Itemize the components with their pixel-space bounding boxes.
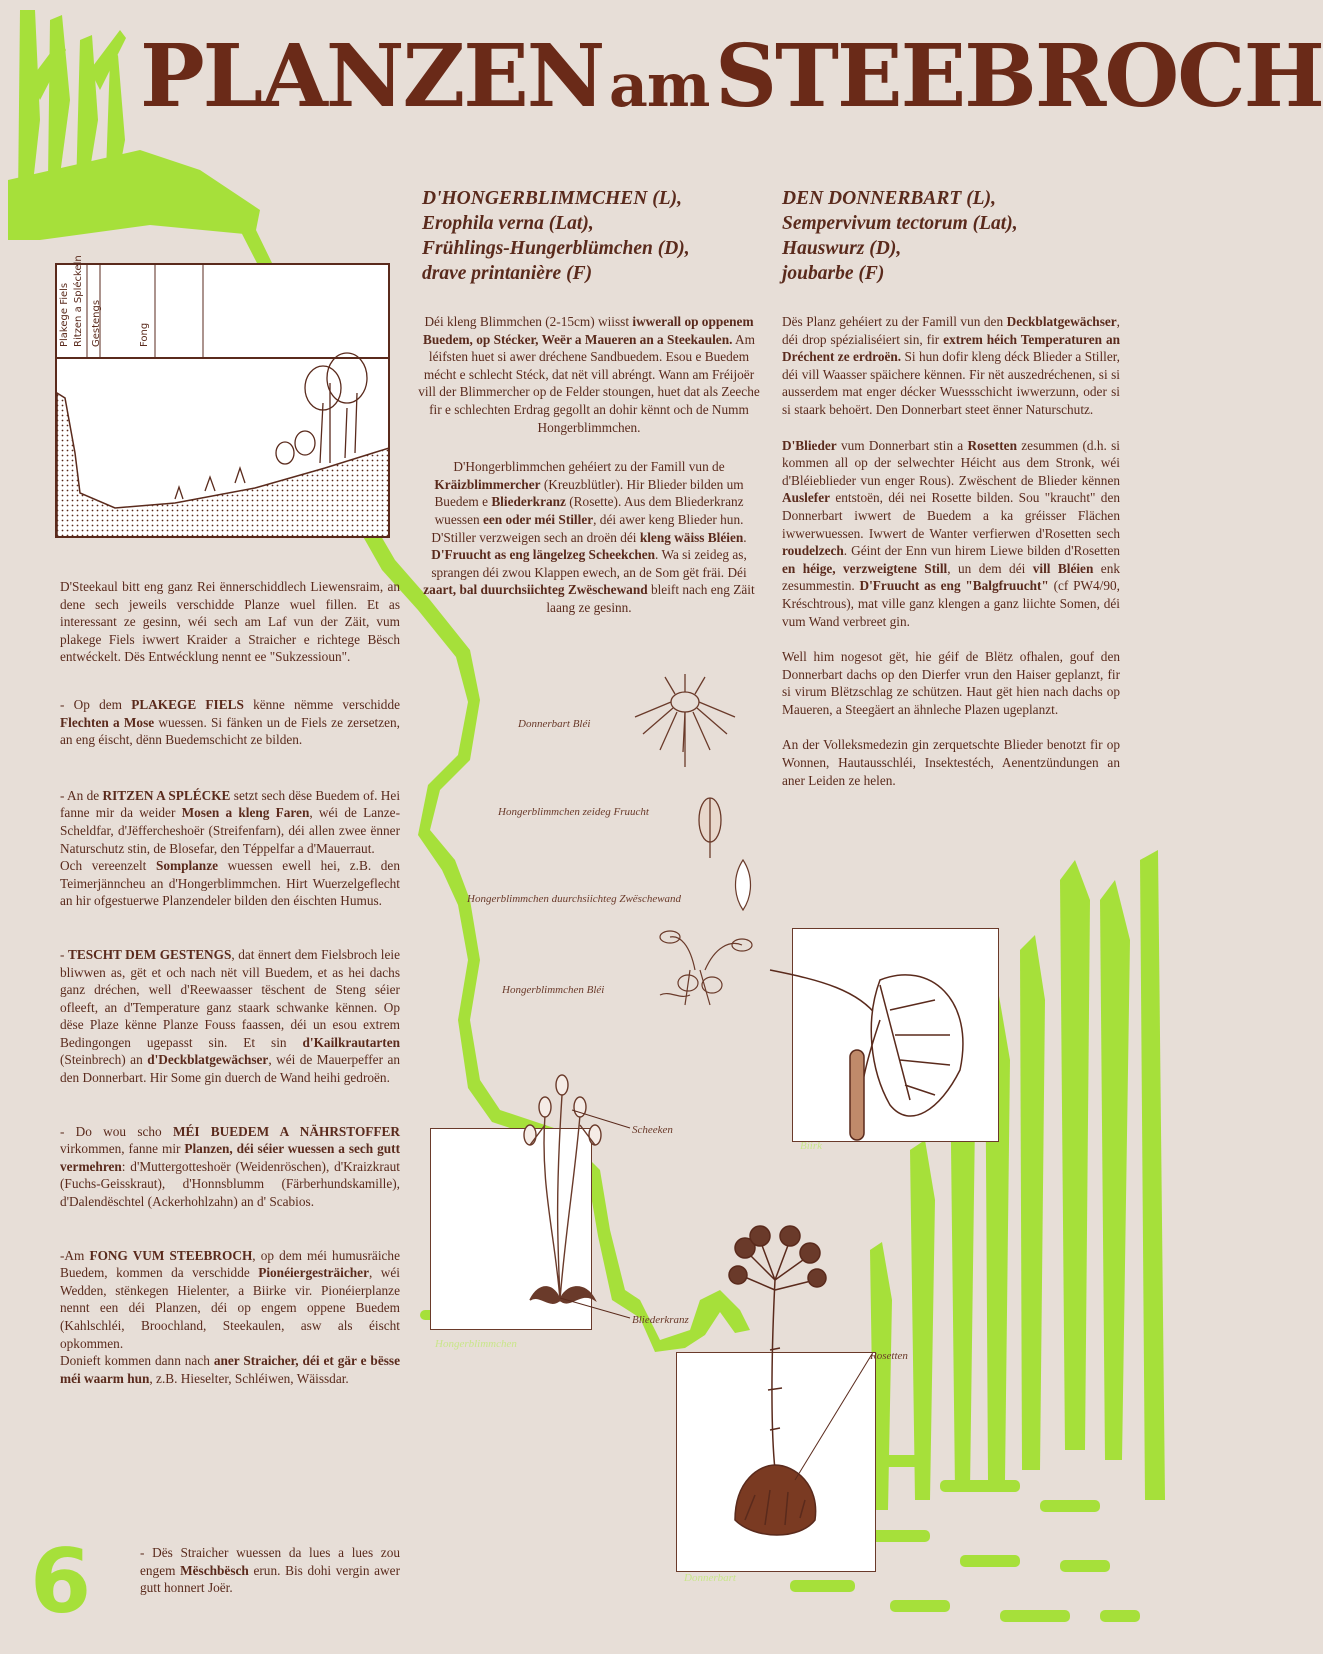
- ritzen-paragraph: - An de RITZEN A SPLÉCKE setzt sech dëse Buedem of. Hei fanne mir da weider Mosen a kleng Faren, wéi de Lanze-Scheldfar, d'Jëffercheshoër (Streifenfarn), déi allen zwee ënner Naturschutz stin, de Blosefar, den Téppelfar a d'Mauerraut.: [60, 787, 401, 856]
- hongerblimmchen-p2: D'Hongerblimmchen gehéiert zu der Famill vun de Kräizblimmercher (Kreuzblütler). Hir Blieder bilden um Buedem e Bliederkranz (Rosette). Aus dem Bliederkranz wuessen een oder méi Stiller, déi awer keng Blieder hun. D'Stiller verzweigen sech an droën déi kleng wäiss Bléien. D'Fruucht as eng längelzeg Scheekchen. Wa si zeideg as, sprangen déi zwou Klappen ewech, an de Som gët fräi. Déi zaart, bal duurchsiichteg Zwëschewand bleift nach eng Zäit laang ze gesinn.: [423, 459, 755, 615]
- plakege-fiels-paragraph: - Op dem PLAKEGE FIELS kënne nëmme verschidde Flechten a Mose wuessen. Si fänken un de Fiels ze zersetzen, an eng éischt, dënn Buedemschicht ze bilden.: [60, 696, 401, 748]
- donnerbart-p4: An der Volleksmedezin gin zerquetschte Blieder benotzt fir op Wonnen, Hautausschléi, Insektestéch, Aenentzündungen an aner Leiden ze helen.: [782, 737, 1120, 788]
- title-planzen: PLANZEN: [140, 26, 604, 127]
- intro-paragraph: D'Steekaul bitt eng ganz Rei ënnerschiddlech Liewensraim, an dene sech jeweils verschidde Planze wuel fillen. Et as interessant ze gesinn, wéi sech am Laf vun der Zäit, vum plakege Fiels iwwert Kraider a Straicher e richtege Bësch entwéckelt. Dës Entwécklung nennt ee "Sukzessioun".: [60, 579, 400, 665]
- title-steebroch: STEEBROCH: [714, 26, 1323, 127]
- caption-blei: Hongerblimmchen Bléi: [502, 984, 605, 996]
- diagram-label-gestengs: Gestengs: [91, 299, 102, 347]
- diagram-label-plakege: Plakege Fiels: [59, 282, 70, 347]
- gestengs-paragraph: - TESCHT DEM GESTENGS, dat ënnert dem Fielsbroch leie bliwwen as, gët et och nach nët vill Buedem, et as hei dachs ganz dréchen, well d'Reewaasser tëschent de Steng séier ofleeft, an d'Temperature ganz staark schwanke kënnen. Op dëse Plaze kënne Planze Fouss faassen, déi un esou extrem Bedingongen ugepasst sin. Et sin d'Kailkrautarten (Steinbrech) an d'Deckblatgewächser, wéi de Mauerpeffer an den Donnerbart. Hir Some gin duerch de Wand heihi gedroën.: [60, 946, 401, 1086]
- donnerbart-p2: D'Blieder vum Donnerbart stin a Rosetten zesummen (d.h. si kommen all op der selwechter Héicht aus dem Stronk, wéi d'Bléieblieder vun enger Rous). Zwëschent de Blieder kënnen Auslefer entstoën, déi nei Rosette bilden. Sou "kraucht" den Donnerbart iwwert de Buedem a ka gréisser Flächen iwwerwuessen. Iwwert de Wanter verfierwen d'Rosetten sech roudelzech. Géint der Enn vun hirem Liewe bilden d'Rosetten en héige, verzweigtene Still, un dem déi vill Bléien enk zesummestin. D'Fruucht as eng "Balgfruucht" (cf PW4/90, Kréschtrous), mat ville ganz klengen a ganz liichte Somen, déi vum Wand verbreet gin.: [782, 437, 1120, 629]
- fong-paragraph-2: Donieft kommen dann nach aner Straicher, déi et gär e bësse méi waarm hun, z.B. Hieselter, Schléiwen, Wäissdar.: [60, 1353, 400, 1386]
- diagram-label-ritzen: Ritzen a Spléckeln: [73, 255, 84, 347]
- caption-donnerbart-blei: Donnerbart Bléi: [518, 718, 591, 730]
- caption-zweschewand: Hongerblimmchen duurchsiichteg Zwëschewand: [467, 893, 682, 905]
- label-scheeken: Scheeken: [632, 1124, 673, 1136]
- naehrstoffer-paragraph: - Do wou scho MÉI BUEDEM A NÄHRSTOFFER virkommen, fanne mir Planzen, déi séier wuessen a sech gutt vermehren: d'Muttergotteshoër (Weidenröschen), d'Kraizkraut (Fuchs-Geisskraut), d'Honnsblumm (Färberhundskamille), d'Dalendëschtel (Ackerhohlzahn) an d' Scabios.: [60, 1123, 401, 1210]
- label-bliederkranz: Bliederkranz: [632, 1314, 689, 1326]
- hongerblimmchen-p1: Déi kleng Blimmchen (2-15cm) wiisst iwwerall op oppenem Buedem, op Stécker, Weër a Maueren an a Steekaulen. Am léifsten huet si awer dréchene Sandbuedem. Esou e Buedem mécht e schlecht Stéck, dat nët vill abréngt. Wann am Fréijoër vill der Blimmercher op de Felder stoungen, huet dat als Zeeche fir e schlechten Erdrag gegollt an dohir kënnt och de Numm Hongerblimmchen.: [418, 314, 760, 435]
- mischbesch-paragraph: - Dës Straicher wuessen da lues a lues zou engem Mëschbësch erun. Bis dohi vergin awer gutt honnert Joër.: [140, 1545, 400, 1596]
- donnerbart-p1: Dës Planz gehéiert zu der Famill vun den Deckblatgewächser, déi drop spézialiséiert sin, fir extrem héich Temperaturen an Dréchent ze erdroën. Si hun dofir kleng déck Blieder a Stiller, déi vill Waasser späichere kënnen. Fir nët auszedréchenen, si si ausserdem mat enger décker Wuessschicht iwwerzunn, oder si si staark behoërt. Den Donnerbart steet ënner Naturschutz.: [782, 314, 1121, 417]
- hongerblimmchen-heading: D'HONGERBLIMMCHEN (L), Erophila verna (Lat), Frühlings-Hungerblümchen (D), drave printanière (F): [422, 188, 690, 284]
- page-number: 6: [30, 1530, 92, 1633]
- title-am: am: [609, 51, 710, 121]
- fong-paragraph: -Am FONG VUM STEEBROCH, op dem méi humusräiche Buedem, kommen da verschidde Pionéiergesträicher, wéi Wedden, stënkegen Hielenter, a Biirke vir. Pionéierplanze nennt een déi Planzen, déi op engem oppene Buedem (Kahlschléi, Broochland, Steekaulen, asw als éischt opkommen.: [60, 1247, 400, 1351]
- label-rosetten: Rosetten: [870, 1350, 908, 1362]
- donnerbart-heading: DEN DONNERBART (L), Sempervivum tectorum (Lat), Hauswurz (D), joubarbe (F): [782, 188, 1018, 284]
- label-birk: Biirk: [800, 1140, 822, 1152]
- caption-fruucht: Hongerblimmchen zeideg Fruucht: [498, 806, 649, 818]
- ritzen-paragraph-2: Och vereenzelt Somplanze wuessen ewell hei, z.B. den Teimerjänncheu an d'Hongerblimmchen. Hirt Wuerzelgeflecht an hir ofgestuerwe Planzendeler bilden den éischten Humus.: [60, 858, 400, 909]
- label-hongerblimmchen: Hongerblimmchen: [435, 1338, 517, 1350]
- label-donnerbart: Donnerbart: [684, 1572, 736, 1584]
- diagram-label-fong: Fong: [139, 322, 150, 347]
- donnerbart-p3: Well him nogesot gët, hie géif de Blëtz ofhalen, gouf den Donnerbart dachs op den Dierfer vrun den Haiser geplanzt, fir si virum Blëtzschlag ze schützen. Haut gët hien nach dachs op Maueren, a Steegäert an ähnleche Plazen ugeplanzt.: [782, 649, 1120, 717]
